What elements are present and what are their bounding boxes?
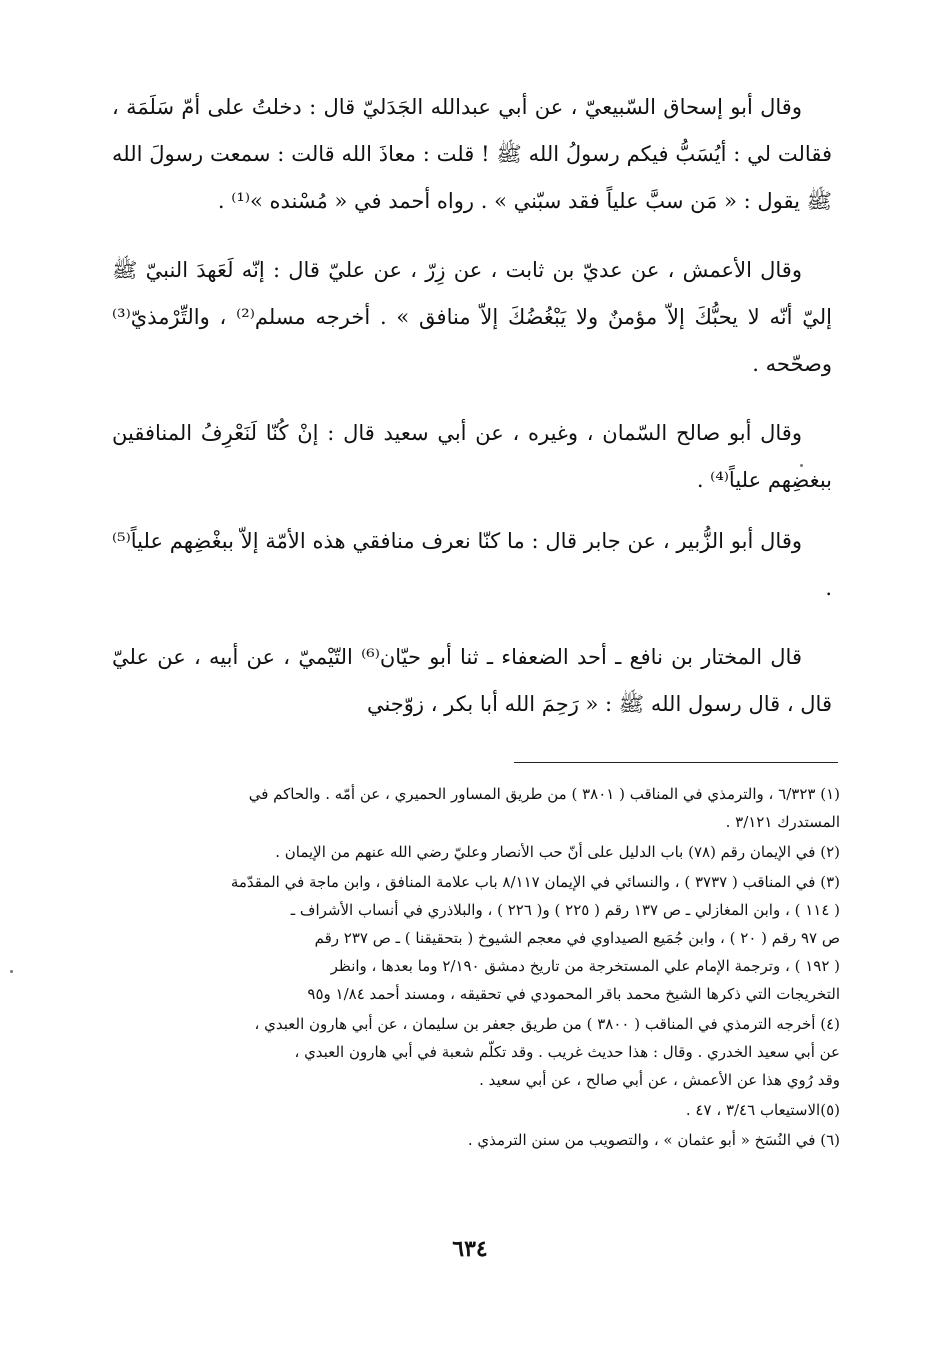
paragraph-3: وقال أبو صالح السّمان ، وغيره ، عن أبي سعيد قال : إنْ كُنّا لَنَعْرِفُ المنافقين ببغضِهم علياً⁽⁴⁾ . (112, 421, 832, 492)
footnote-line: (١) ٦/٣٢٣ ، والترمذي في المناقب ( ٣٨٠١ ) من طريق المساور الحميري ، عن أمّه . والحاكم في (248, 785, 840, 803)
paragraph-2: وقال الأعمش ، عن عديّ بن ثابت ، عن زِرّ ، عن عليّ قال : إنّه لَعَهدَ النبيّ ﷺ إليّ أنّه لا يحبُّكَ إلاّ مؤمنٌ ولا يَبْغُضُكَ إلاّ منافق » . أخرجه مسلم⁽²⁾ ، والتِّرْمذيّ⁽³⁾ وصحّحه . (112, 258, 832, 376)
scan-speck (10, 970, 13, 973)
footnote-line: (٦) في النُسَخ « أبو عثمان » ، والتصويب من سنن الترمذي . (467, 1131, 840, 1149)
paragraph-1: وقال أبو إسحاق السّبيعيّ ، عن أبي عبدالله الجَدَليّ قال : دخلتُ على أمّ سَلَمَة ، فقالت لي : أيُسَبُّ فيكم رسولُ الله ﷺ ! قلت : معاذَ الله قالت : سمعت رسولَ الله ﷺ يقول : « مَن سبَّ علياً فقد سبّني » . رواه أحمد في « مُسْنده »⁽¹⁾ . (112, 95, 832, 213)
footnote-line: (٢) في الإيمان رقم (٧٨) باب الدليل على أنّ حب الأنصار وعليّ رضي الله عنهم من الإيمان . (275, 843, 840, 861)
footnote-line: التخريجات التي ذكرها الشيخ محمد باقر المحمودي في تحقيقه ، ومسند أحمد ١/٨٤ و٩٥ (307, 985, 840, 1003)
footnote-line: عن أبي سعيد الخدري . وقال : هذا حديث غريب . وقد تكلّم شعبة في أبي هارون العبدي ، (294, 1043, 840, 1061)
scan-speck (800, 464, 803, 467)
footnote-2 (112, 838, 840, 866)
footnote-line: ( ١١٤ ) ، وابن المغازلي ـ ص ١٣٧ رقم ( ٢٢٥ ) و( ٢٢٦ ) ، والبلاذري في أنساب الأشراف ـ (290, 901, 840, 919)
footnote-6 (112, 1126, 840, 1154)
main-text (112, 84, 832, 750)
paragraph-4: وقال أبو الزُّبير ، عن جابر قال : ما كنّا نعرف منافقي هذه الأمّة إلاّ ببغْضِهم علياً⁽⁵⁾ . (112, 529, 832, 600)
footnote-line: (٥)الاستيعاب ٣/٤٦ ، ٤٧ . (685, 1101, 840, 1119)
page-number: ٦٣٤ (452, 1236, 488, 1262)
footnote-line: ( ١٩٢ ) ، وترجمة الإمام علي المستخرجة من تاريخ دمشق ٢/١٩٠ وما بعدها ، وانظر (330, 957, 840, 975)
footnote-line: ص ٩٧ رقم ( ٢٠ ) ، وابن جُمَيع الصيداوي في معجم الشيوخ ( بتحقيقنا ) ـ ص ٢٣٧ رقم (314, 929, 840, 947)
footnote-line: المستدرك ٣/١٢١ . (725, 813, 840, 831)
footnote-line: (٣) في المناقب ( ٣٧٣٧ ) ، والنسائي في الإيمان ٨/١١٧ باب علامة المنافق ، وابن ماجة في المقدّمة (230, 873, 840, 891)
footnote-line: وقد رُوي هذا عن الأعمش ، عن أبي صالح ، عن أبي سعيد . (479, 1071, 840, 1089)
footnote-5 (112, 1096, 840, 1124)
footnote-line: (٤) أخرجه الترمذي في المناقب ( ٣٨٠٠ ) من طريق جعفر بن سليمان ، عن أبي هارون العبدي ، (254, 1015, 840, 1033)
paragraph-5: قال المختار بن نافع ـ أحد الضعفاء ـ ثنا أبو حيّان⁽⁶⁾ التّيْميّ ، عن أبيه ، عن عليّ قال ، قال رسول الله ﷺ : « رَحِمَ الله أبا بكر ، زوّجني (112, 645, 832, 716)
footnote-3 (112, 868, 840, 1008)
footnote-4 (112, 1010, 840, 1094)
footnote-separator (514, 762, 838, 763)
footnote-1 (112, 780, 840, 836)
footnotes (112, 780, 840, 1156)
